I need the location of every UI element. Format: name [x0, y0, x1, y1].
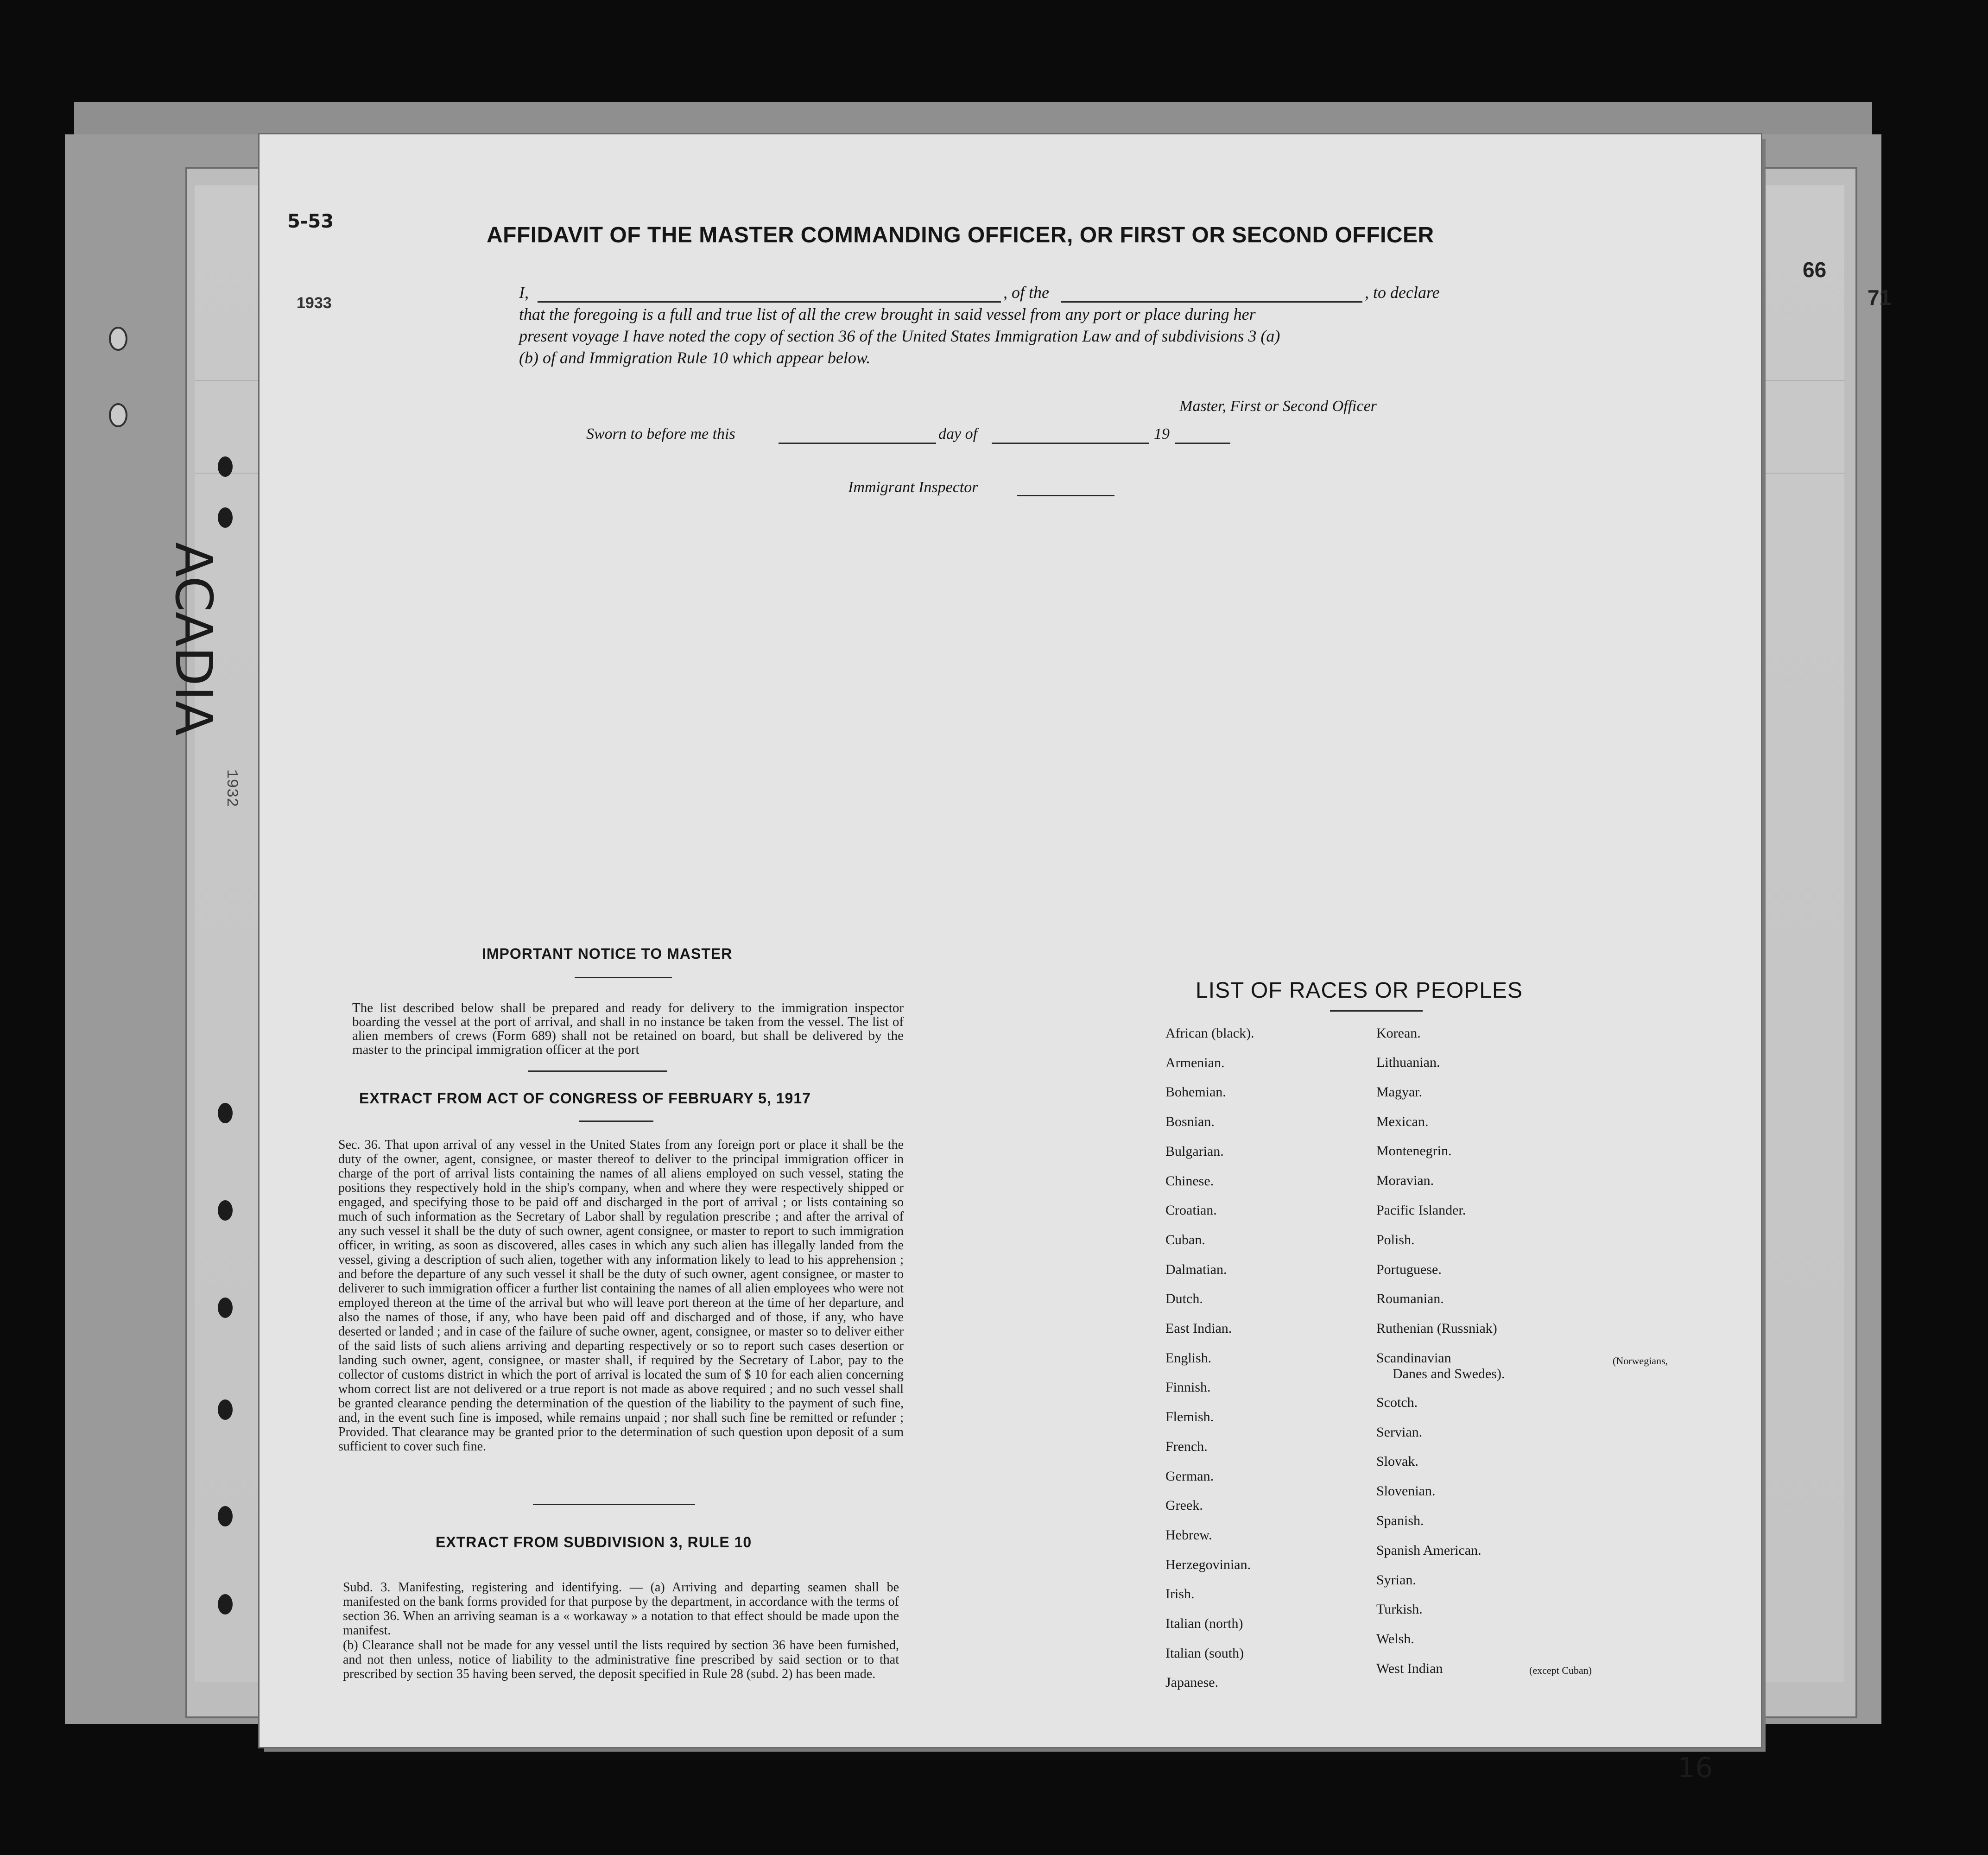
rule-extract-text-a: Subd. 3. Manifesting, registering and identifying. — (a) Arriving and departing seamen shall be manifested on the bank forms provided for that purpose by the department, in accordance with the terms of section 36. When an arriving seaman is a « workaway » a notation to that effect should be made upon the manifest. [343, 1580, 899, 1638]
vessel-name-svg [162, 538, 227, 788]
race-right-item: Magyar. [1376, 1084, 1423, 1100]
punch-hole [218, 1298, 233, 1318]
race-left-item: Finnish. [1165, 1380, 1211, 1395]
race-right-item: Moravian. [1376, 1173, 1434, 1188]
race-right-item: Korean. [1376, 1026, 1421, 1041]
race-left-item: Dalmatian. [1165, 1261, 1227, 1277]
act-extract-text: Sec. 36. That upon arrival of any vessel in the United States from any foreign port or place it shall be the duty of the owner, agent, consignee, or master thereof to deliver to the principal immigration officer in charge of the port of arrival lists containing the names of all aliens employed on such vessel, stating the positions they respectively hold in the ship's company, when and where they were respectively shipped or engaged, and specifying those to be paid off and discharged in the port of arrival ; or lists containing so much of such information as the Secretary of Labor shall by regulation prescribe ; and after the arrival of any such vessel it shall be the duty of such owner, agent consignee, or master to report to such immigration officer, in writing, as soon as discovered, alles cases in which any such alien has illegally landed from the vessel, giving a description of such alien, together with any information likely to lead to his apprehension ; and before the departure of any such vessel it shall be the duty of such owner, agent consignee, or master to deliverer to such immigration officer a further list containing the names of all alien employees who were not employed thereon at the time of the arrival but who will leave port thereon at the time of her departure, and also the names of those, if any, who have been paid off and discharged and of those, if any, who have deserted or landed ; and in case of the failure of suche owner, agent, consignee, or master so to deliver either of the said lists of such aliens arriving and departing respectively or so to report such cases desertion or landing such owner, agent, consignee, or master shall, if required by the Secretary of Labor, pay to the collector of customs district in which the port of arrival is located the sum of $ 10 for each alien concerning whom correct list are not delivered or a true report is not made as above required ; and no such vessel shall be granted clearance pending the determination of the question of the liability to the payment of such fine, and, in the event such fine is imposed, while remains unpaid ; nor shall such fine be remitted or refunder ; Provided. That clearance may be granted prior to the determination of such question upon deposit of a sum sufficient to cover such fine. [338, 1138, 904, 1454]
race-right-item: Welsh. [1376, 1631, 1414, 1646]
decl-line1-start: I, [519, 283, 529, 302]
act-extract-title: EXTRACT FROM ACT OF CONGRESS OF FEBRUARY 5, 1917 [359, 1090, 811, 1107]
race-right-item: Scotch. [1376, 1395, 1418, 1410]
vessel-blank[interactable] [1061, 301, 1362, 303]
notice-title: IMPORTANT NOTICE TO MASTER [482, 945, 733, 962]
race-left-item: Flemish. [1165, 1409, 1214, 1425]
year-blank[interactable] [1175, 443, 1230, 444]
year-prefix: 19 [1154, 425, 1170, 443]
divider-2 [533, 1504, 695, 1505]
race-right-item: Roumanian. [1376, 1291, 1444, 1306]
race-left-item: Bosnian. [1165, 1114, 1215, 1130]
day-blank[interactable] [779, 443, 936, 444]
race-right-item: Ruthenian (Russniak) [1376, 1321, 1497, 1336]
sworn-prefix: Sworn to before me this [586, 425, 735, 443]
race-right-item: Slovenian. [1376, 1483, 1436, 1499]
inspector-blank[interactable] [1017, 495, 1114, 496]
punch-hole [109, 327, 127, 351]
race-right-item: Spanish American. [1376, 1543, 1482, 1558]
race-left-item: German. [1165, 1468, 1214, 1484]
race-left-item: East Indian. [1165, 1321, 1232, 1336]
races-title: LIST OF RACES OR PEOPLES [1196, 978, 1523, 1003]
race-right-item: Mexican. [1376, 1114, 1429, 1129]
page-number-right: 66 [1803, 258, 1827, 282]
punch-hole [218, 456, 233, 477]
vessel-name-handwritten [162, 538, 223, 788]
race-left-item: Bulgarian. [1165, 1143, 1224, 1159]
race-left-item: Croatian. [1165, 1203, 1217, 1218]
day-of-label: day of [938, 425, 978, 443]
race-left-item: Italian (north) [1165, 1616, 1243, 1631]
race-left-item: Bohemian. [1165, 1084, 1226, 1100]
notice-rule [575, 977, 672, 978]
punch-hole [109, 403, 127, 427]
race-right-item: Turkish. [1376, 1602, 1423, 1617]
affidavit-sheet [260, 134, 1761, 1747]
race-left-item: Dutch. [1165, 1291, 1203, 1307]
punch-hole [218, 1399, 233, 1420]
page-number-edge: 71 [1868, 285, 1892, 310]
race-right-item: Polish. [1376, 1232, 1415, 1247]
inspector-label: Immigrant Inspector [848, 479, 978, 496]
decl-line1-mid: , of the [1003, 283, 1049, 302]
race-right-item: West Indian [1376, 1661, 1443, 1676]
race-left-item: Greek. [1165, 1498, 1203, 1513]
race-left-item: English. [1165, 1350, 1212, 1366]
race-left-item: Chinese. [1165, 1173, 1214, 1189]
scandinavian-note: (Norwegians, [1613, 1355, 1668, 1367]
race-left-item: French. [1165, 1438, 1208, 1454]
race-right-item: Pacific Islander. [1376, 1203, 1466, 1218]
vessel-name-text: ACADIA [164, 542, 223, 736]
race-left-item: Hebrew. [1165, 1527, 1212, 1543]
decl-line3: present voyage I have noted the copy of section 36 of the United States Immigration Law and of subdivisions 3 (a) [519, 327, 1280, 345]
punch-hole [218, 1506, 233, 1526]
punch-hole [218, 1200, 233, 1221]
race-right-item: Scandinavian [1376, 1350, 1451, 1366]
name-blank[interactable] [538, 301, 1001, 303]
race-left-item: Cuban. [1165, 1232, 1205, 1247]
month-blank[interactable] [992, 443, 1149, 444]
act-rule [579, 1121, 653, 1122]
punch-hole [218, 1103, 233, 1123]
race-right-item: Montenegrin. [1376, 1143, 1452, 1159]
decl-line1-end: , to declare [1365, 283, 1440, 302]
race-right-item: Portuguese. [1376, 1262, 1442, 1277]
punch-hole [218, 1594, 233, 1614]
divider-1 [528, 1070, 667, 1072]
notice-text: The list described below shall be prepared and ready for delivery to the immigration inspector boarding the vessel at the port of arrival, and shall in no instance be taken from the vessel. The list of alien members of crews (Form 689) shall not be retained on board, but shall be delivered by the master to the principal immigration officer at the port [352, 1000, 904, 1057]
affidavit-title: AFFIDAVIT OF THE MASTER COMMANDING OFFICER, OR FIRST OR SECOND OFFICER [487, 223, 1434, 247]
races-rule [1330, 1010, 1423, 1012]
punch-hole [218, 507, 233, 528]
page-number-left: 1933 [297, 294, 332, 312]
race-right-item: Syrian. [1376, 1572, 1416, 1588]
scandinavian-line2: Danes and Swedes). [1393, 1366, 1505, 1381]
decl-line2: that the foregoing is a full and true list of all the crew brought in said vessel from any port or place during her [519, 305, 1256, 323]
master-label: Master, First or Second Officer [1179, 398, 1377, 415]
race-right-item: Lithuanian. [1376, 1055, 1440, 1070]
race-left-item: Herzegovinian. [1165, 1557, 1251, 1572]
corner-mark: 5-53 [287, 211, 334, 232]
race-right-item: Servian. [1376, 1424, 1423, 1440]
rule-extract-title: EXTRACT FROM SUBDIVISION 3, RULE 10 [436, 1534, 752, 1551]
race-left-item: Italian (south) [1165, 1645, 1244, 1661]
date-stamp: 1932 [222, 769, 240, 807]
race-right-item: Slovak. [1376, 1454, 1418, 1469]
race-left-item: Japanese. [1165, 1675, 1219, 1690]
bottom-mark: 16 [1678, 1752, 1713, 1784]
rule-extract-text-b: (b) Clearance shall not be made for any vessel until the lists required by section 36 have been furnished, and not then unless, notice of liability to the administrative fine prescribed by said section or to that prescribed by section 35 having been served, the deposit specified in Rule 28 (subd. 2) has been made. [343, 1638, 899, 1681]
decl-line4: (b) of and Immigration Rule 10 which appear below. [519, 348, 871, 367]
race-left-item: Irish. [1165, 1586, 1195, 1602]
race-left-item: African (black). [1165, 1026, 1254, 1041]
race-right-item: Spanish. [1376, 1513, 1424, 1528]
race-left-item: Armenian. [1165, 1055, 1225, 1070]
west-indian-note: (except Cuban) [1529, 1665, 1592, 1676]
